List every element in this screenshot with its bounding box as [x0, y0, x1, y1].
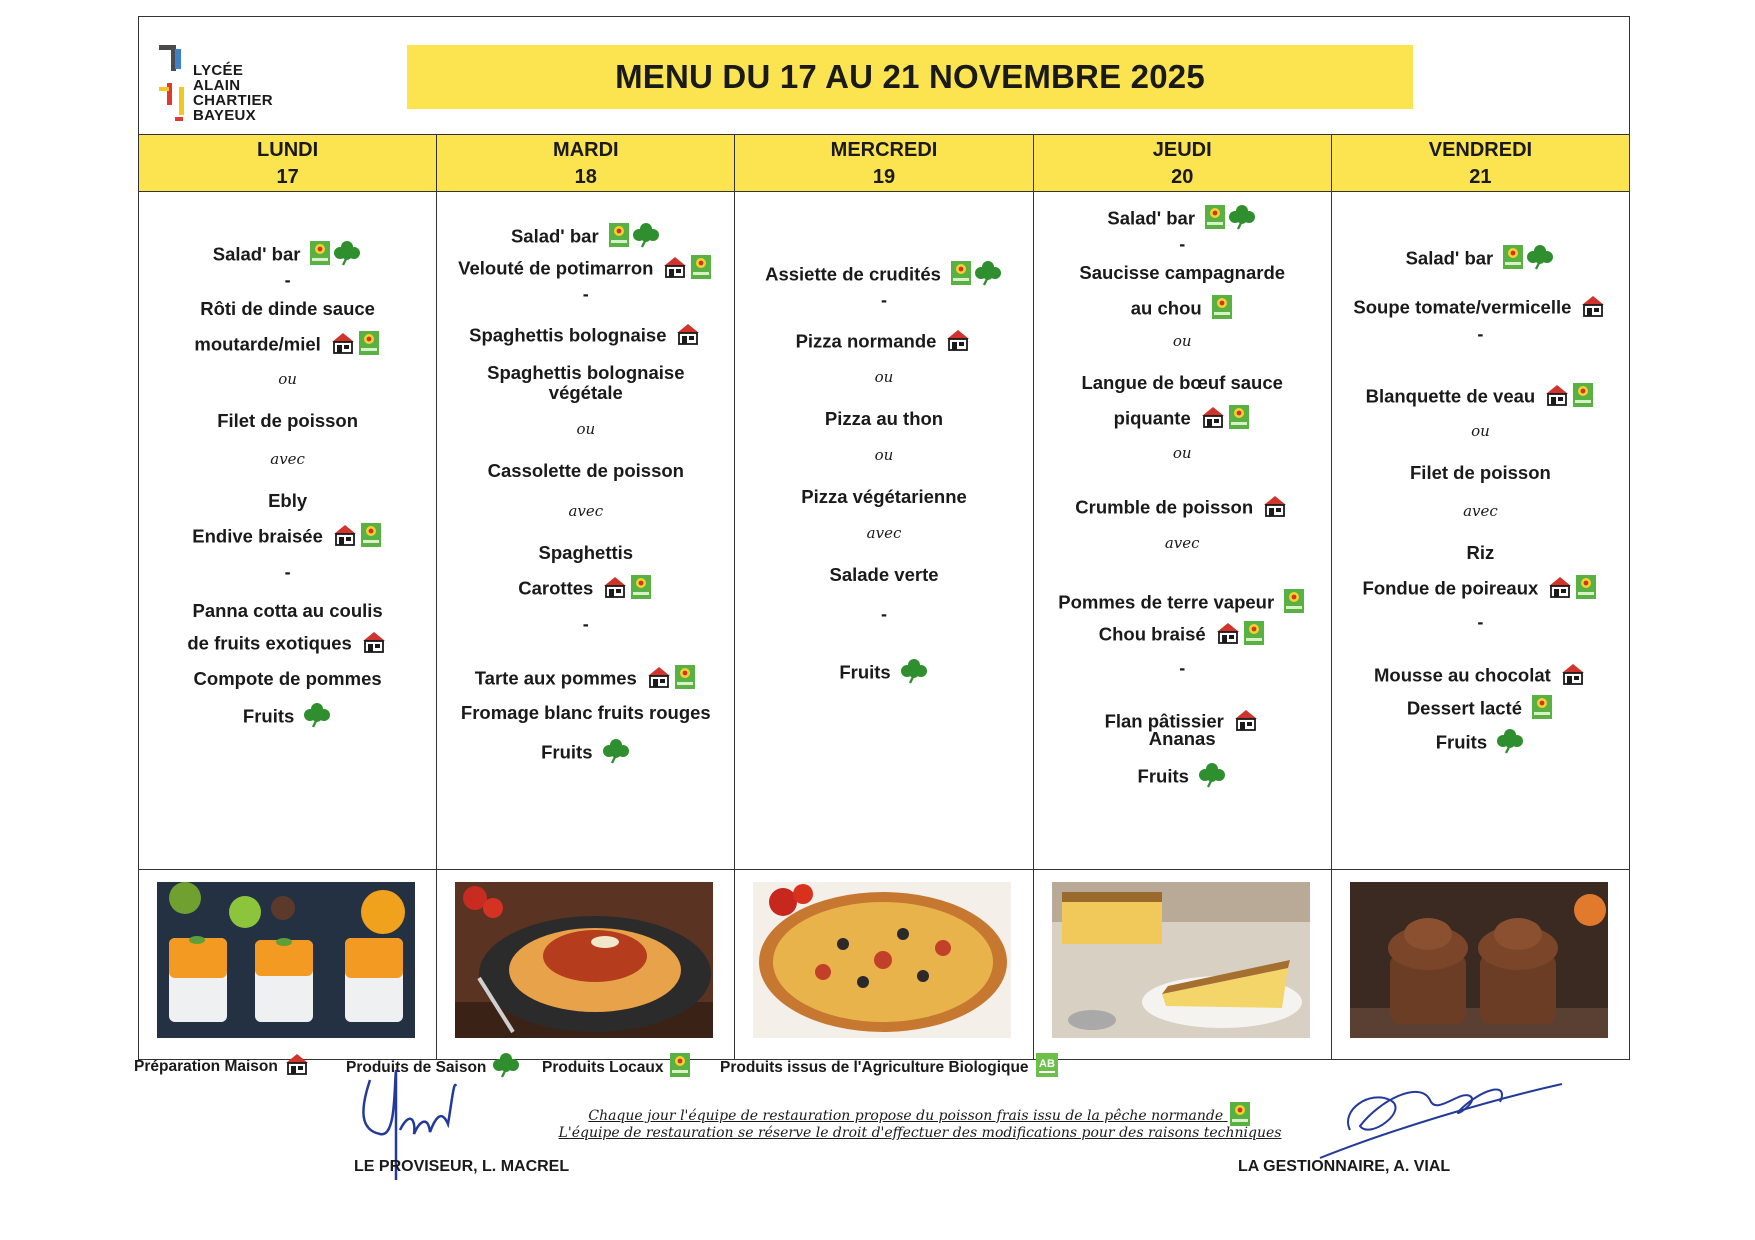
dish-icons: [1501, 244, 1555, 275]
dish-item: [139, 298, 436, 320]
ab-icon: [1035, 1052, 1059, 1083]
dish-icons: [1203, 204, 1257, 235]
dish-label: de fruits exotiques: [187, 632, 352, 654]
house-icon: [1262, 494, 1288, 523]
connector-text: [735, 524, 1032, 542]
clover-icon: [492, 1052, 520, 1083]
house-icon: [330, 331, 356, 360]
local-icon: [669, 1052, 691, 1083]
course-separator: [735, 604, 1032, 625]
menu-sheet: [138, 16, 1630, 1046]
spaghetti-bolognaise-photo: [455, 882, 713, 1038]
legend-label: Produits de Saison: [346, 1058, 487, 1076]
dish-label: ou: [1172, 444, 1192, 462]
dish-label: ou: [278, 370, 297, 388]
connector-text: [1332, 502, 1629, 520]
dish-label: Fromage blanc fruits rouges: [460, 702, 711, 723]
school-name-line: LYCÉE: [193, 62, 244, 79]
menu-column-friday: [1332, 192, 1629, 869]
dish-label: -: [1477, 324, 1484, 344]
local-icon: [630, 574, 652, 605]
dish-label: Fruits: [1137, 765, 1189, 787]
photo-cell: [1332, 870, 1629, 1059]
house-icon: [361, 630, 387, 659]
day-name: VENDREDI: [1428, 139, 1533, 161]
dish-label: Pizza au thon: [824, 408, 944, 429]
house-icon: [662, 255, 688, 284]
dish-item: [1034, 294, 1331, 325]
dish-label: Crumble de poisson: [1075, 496, 1254, 518]
dish-icons: [1530, 694, 1554, 725]
dish-label: avec: [866, 524, 902, 542]
dish-label: Chou braisé: [1098, 623, 1206, 645]
dish-item: [1332, 382, 1629, 413]
dish-label: Salade verte: [829, 564, 939, 585]
dish-icons: [645, 664, 697, 695]
dish-icons: [1546, 574, 1598, 605]
house-icon: [1215, 621, 1241, 650]
dish-icons: [674, 322, 702, 351]
dish-item: [139, 702, 436, 733]
dish-item: [437, 460, 734, 482]
day-header-friday: [1332, 135, 1629, 191]
dish-icons: [1579, 294, 1607, 323]
dish-label: -: [1179, 658, 1186, 678]
clover-icon: [602, 738, 630, 769]
course-separator: [735, 290, 1032, 311]
dish-item: [735, 486, 1032, 508]
dish-label: Blanquette de veau: [1365, 385, 1536, 407]
connector-text: [437, 420, 734, 438]
house-icon: [945, 328, 971, 357]
local-icon: [1531, 694, 1553, 725]
photo-cell: [437, 870, 735, 1059]
clover-icon: [303, 702, 331, 733]
dish-label: Pommes de terre vapeur: [1058, 591, 1275, 613]
clover-icon: [333, 240, 361, 271]
photo-cell: [1034, 870, 1332, 1059]
photo-cell: [139, 870, 437, 1059]
dish-item: [1332, 244, 1629, 275]
dish-label: Salad' bar: [1107, 207, 1196, 229]
dish-icons: [360, 630, 388, 659]
day-date: 18: [574, 166, 597, 188]
house-icon: [1560, 662, 1586, 691]
dish-label: -: [582, 284, 589, 304]
dish-icons: [601, 738, 631, 769]
dish-label: Tarte aux pommes: [474, 667, 637, 689]
house-icon: [646, 665, 672, 694]
menu-column-wednesday: [735, 192, 1033, 869]
dish-label: ou: [576, 420, 596, 438]
dish-icons: [1543, 382, 1595, 413]
course-separator: [139, 270, 436, 291]
dish-item: [437, 574, 734, 605]
course-separator: [1034, 234, 1331, 255]
dish-label: Compote de pommes: [193, 668, 382, 689]
dish-icons: [1261, 494, 1289, 523]
dish-item: [437, 664, 734, 695]
day-name: MERCREDI: [830, 139, 938, 161]
local-icon: [309, 240, 331, 271]
local-icon: [1211, 294, 1233, 325]
dish-icons: [1282, 588, 1306, 619]
dish-label: Pizza normande: [795, 330, 937, 352]
dish-label: Panna cotta au coulis: [192, 600, 383, 621]
dish-label: -: [881, 604, 887, 624]
dish-label: Ananas: [1148, 728, 1216, 749]
dish-label: Riz: [1466, 542, 1495, 563]
connector-text: [1332, 422, 1629, 440]
dish-item: [1034, 728, 1331, 750]
dish-icons: [601, 574, 653, 605]
dish-item: [437, 362, 734, 384]
dish-item: [1034, 620, 1331, 651]
local-icon: [358, 330, 380, 361]
dish-item: [1034, 372, 1331, 394]
connector-text: [139, 450, 436, 468]
day-name: MARDI: [553, 139, 619, 161]
dish-label: -: [881, 290, 887, 310]
day-date: 21: [1469, 166, 1492, 188]
dish-label: Velouté de potimarron: [458, 257, 654, 279]
dish-label: Spaghettis: [538, 542, 634, 563]
course-separator: [1332, 324, 1629, 345]
svg-text:AB: AB: [1038, 1058, 1055, 1070]
dish-item: [735, 658, 1032, 689]
dish-item: [437, 382, 734, 404]
dish-icons: [944, 328, 972, 357]
local-icon: [360, 522, 382, 553]
house-icon: [284, 1052, 310, 1081]
dish-item: [1332, 462, 1629, 484]
principal-label: LE PROVISEUR, L. MACREL: [354, 1158, 570, 1175]
legend-item-bio: [720, 1052, 1060, 1083]
dish-item: [437, 738, 734, 769]
dish-label: Cassolette de poisson: [487, 460, 684, 481]
day-name: JEUDI: [1152, 139, 1212, 161]
dish-item: [1332, 694, 1629, 725]
dish-label: -: [284, 562, 291, 582]
dish-item: [437, 702, 734, 724]
dish-label: Fondue de poireaux: [1362, 577, 1539, 599]
dish-label: Assiette de crudités: [765, 263, 941, 285]
dish-label: Fruits: [839, 661, 891, 683]
clover-icon: [632, 222, 660, 253]
house-icon: [1200, 405, 1226, 434]
school-name-line: ALAIN: [193, 77, 241, 94]
dish-item: [735, 564, 1032, 586]
flan-patissier-photo: [1052, 882, 1310, 1038]
legend-label: Préparation Maison: [134, 1057, 278, 1075]
dish-label: -: [582, 614, 589, 634]
dish-icons: [308, 240, 362, 271]
menu-column-monday: [139, 192, 437, 869]
local-icon: [690, 254, 712, 285]
dish-icons: [899, 658, 929, 689]
dish-icons: [949, 260, 1003, 291]
dish-label: -: [1179, 234, 1186, 254]
dish-item: [139, 410, 436, 432]
dish-icons: [1199, 404, 1251, 435]
dish-label: ou: [1172, 332, 1192, 350]
fresh-fish-note: Chaque jour l'équipe de restauration propose du poisson frais issu de la pêche normande: [520, 1101, 1320, 1131]
day-name: LUNDI: [257, 139, 319, 161]
dish-icons: [331, 522, 383, 553]
dish-icons: [1495, 728, 1525, 759]
dish-item: [139, 490, 436, 512]
connector-text: [1034, 534, 1331, 552]
dish-label: ou: [1471, 422, 1490, 440]
dish-item: [735, 260, 1032, 291]
menu-column-tuesday: [437, 192, 735, 869]
dish-label: Salad' bar: [510, 225, 599, 247]
local-icon: [1502, 244, 1524, 275]
dish-label: avec: [568, 502, 604, 520]
dish-item: [139, 600, 436, 622]
dish-item: [1332, 294, 1629, 323]
day-date: 19: [872, 166, 896, 188]
dish-item: [437, 542, 734, 564]
dish-label: Pizza végétarienne: [801, 486, 967, 507]
dish-label: Mousse au chocolat: [1374, 664, 1551, 686]
course-separator: [1034, 658, 1331, 679]
dish-label: Langue de bœuf sauce: [1081, 372, 1283, 393]
clover-icon: [1526, 244, 1554, 275]
legend-item-house: [134, 1052, 311, 1081]
house-icon: [332, 523, 358, 552]
connector-text: [735, 368, 1032, 386]
course-separator: [139, 562, 436, 583]
dish-label: ou: [874, 368, 894, 386]
dish-label: Fruits: [1435, 731, 1488, 753]
house-icon: [602, 575, 628, 604]
dish-item: [1332, 662, 1629, 691]
dish-icons: [302, 702, 332, 733]
local-icon: [950, 260, 972, 291]
house-icon: [675, 322, 701, 351]
day-header-tuesday: [437, 135, 735, 191]
dish-label: Fruits: [242, 705, 295, 727]
dish-item: [1034, 204, 1331, 235]
dish-item: [139, 668, 436, 690]
local-icon: [1572, 382, 1594, 413]
course-separator: [437, 614, 734, 635]
menu-title: MENU DU 17 AU 21 NOVEMBRE 2025: [407, 45, 1413, 109]
clover-icon: [1198, 762, 1226, 793]
dish-label: Rôti de dinde sauce: [200, 298, 375, 319]
dish-label: au chou: [1130, 297, 1202, 319]
dish-item: [1332, 574, 1629, 605]
clover-icon: [1228, 204, 1256, 235]
dish-item: [1034, 404, 1331, 435]
dish-label: Fruits: [541, 741, 593, 763]
dish-label: Filet de poisson: [217, 410, 359, 431]
dish-icons: [1197, 762, 1227, 793]
local-icon: [674, 664, 696, 695]
dish-label: Ebly: [268, 490, 308, 511]
dish-icons: [329, 330, 381, 361]
local-icon: [1283, 588, 1305, 619]
dish-label: Flan pâtissier: [1104, 710, 1224, 732]
dish-icons: [661, 254, 713, 285]
dish-icons: [607, 222, 661, 253]
dish-label: Dessert lacté: [1406, 697, 1522, 719]
course-separator: [1332, 612, 1629, 633]
legend-label: Produits Locaux: [542, 1058, 664, 1076]
dish-icons: [1210, 294, 1234, 325]
house-icon: [1547, 575, 1573, 604]
dish-item: [437, 322, 734, 351]
local-icon: [1204, 204, 1226, 235]
dish-label: avec: [270, 450, 305, 468]
day-header-row: [138, 134, 1630, 192]
dish-label: Spaghettis bolognaise: [469, 324, 667, 346]
dish-item: [1332, 542, 1629, 564]
modifications-note: L'équipe de restauration se réserve le droit d'effectuer des modifications pour des raisons techniques: [558, 1125, 1282, 1141]
dish-item: [1332, 728, 1629, 759]
dish-label: Soupe tomate/vermicelle: [1353, 296, 1572, 318]
dish-item: [1034, 588, 1331, 619]
manager-label: LA GESTIONNAIRE, A. VIAL: [1238, 1158, 1451, 1175]
dish-item: [735, 328, 1032, 357]
dish-label: végétale: [548, 382, 623, 403]
clover-icon: [900, 658, 928, 689]
local-icon: [608, 222, 630, 253]
course-separator: [437, 284, 734, 305]
dish-item: [139, 630, 436, 659]
dish-label: Carottes: [518, 577, 594, 599]
house-icon: [1580, 294, 1606, 323]
photo-cell: [735, 870, 1033, 1059]
header: [138, 16, 1630, 136]
dish-label: Spaghettis bolognaise: [487, 362, 685, 383]
dish-item: [139, 240, 436, 271]
dish-label: avec: [1463, 502, 1498, 520]
panna-cotta-photo: [157, 882, 415, 1038]
local-icon: [1243, 620, 1265, 651]
day-header-wednesday: [735, 135, 1033, 191]
dish-item: [1034, 262, 1331, 284]
dish-item: [139, 330, 436, 361]
dish-label: piquante: [1113, 407, 1191, 429]
dish-icons: [1559, 662, 1587, 691]
connector-text: [1034, 332, 1331, 350]
menu-body: [138, 192, 1630, 870]
day-date: 20: [1171, 166, 1194, 188]
clover-icon: [1496, 728, 1524, 759]
house-icon: [1544, 383, 1570, 412]
day-header-monday: [139, 135, 437, 191]
connector-text: [1034, 444, 1331, 462]
dish-item: [437, 254, 734, 285]
mousse-chocolat-photo: [1350, 882, 1608, 1038]
dish-item: [1034, 762, 1331, 793]
dish-label: avec: [1164, 534, 1200, 552]
dish-label: -: [1477, 612, 1484, 632]
school-name-line: BAYEUX: [193, 107, 256, 124]
day-date: 17: [276, 166, 299, 188]
menu-column-thursday: [1034, 192, 1332, 869]
legend-label: Produits issus de l'Agriculture Biologique: [720, 1058, 1029, 1076]
dish-label: Endive braisée: [192, 525, 323, 547]
dish-item: [735, 408, 1032, 430]
dish-icons: [1214, 620, 1266, 651]
dish-item: [437, 222, 734, 253]
local-icon: [1575, 574, 1597, 605]
school-name-line: CHARTIER: [193, 92, 273, 109]
dish-label: -: [284, 270, 291, 290]
school-logo: [157, 31, 297, 127]
connector-text: [735, 446, 1032, 464]
manager-signature: [1310, 1060, 1570, 1170]
day-header-thursday: [1034, 135, 1332, 191]
connector-text: [437, 502, 734, 520]
local-icon: [1228, 404, 1250, 435]
dish-label: Salad' bar: [212, 243, 301, 265]
dish-item: [139, 522, 436, 553]
dish-label: Salad' bar: [1405, 247, 1494, 269]
dish-label: Saucisse campagnarde: [1079, 262, 1286, 283]
dish-item: [1034, 494, 1331, 523]
photo-row: [138, 870, 1630, 1060]
legend-item-local: [542, 1052, 692, 1083]
dish-label: Filet de poisson: [1410, 462, 1551, 483]
dish-label: moutarde/miel: [194, 333, 321, 355]
dish-label: ou: [874, 446, 894, 464]
clover-icon: [974, 260, 1002, 291]
connector-text: [139, 370, 436, 388]
pizza-photo: [753, 882, 1011, 1038]
